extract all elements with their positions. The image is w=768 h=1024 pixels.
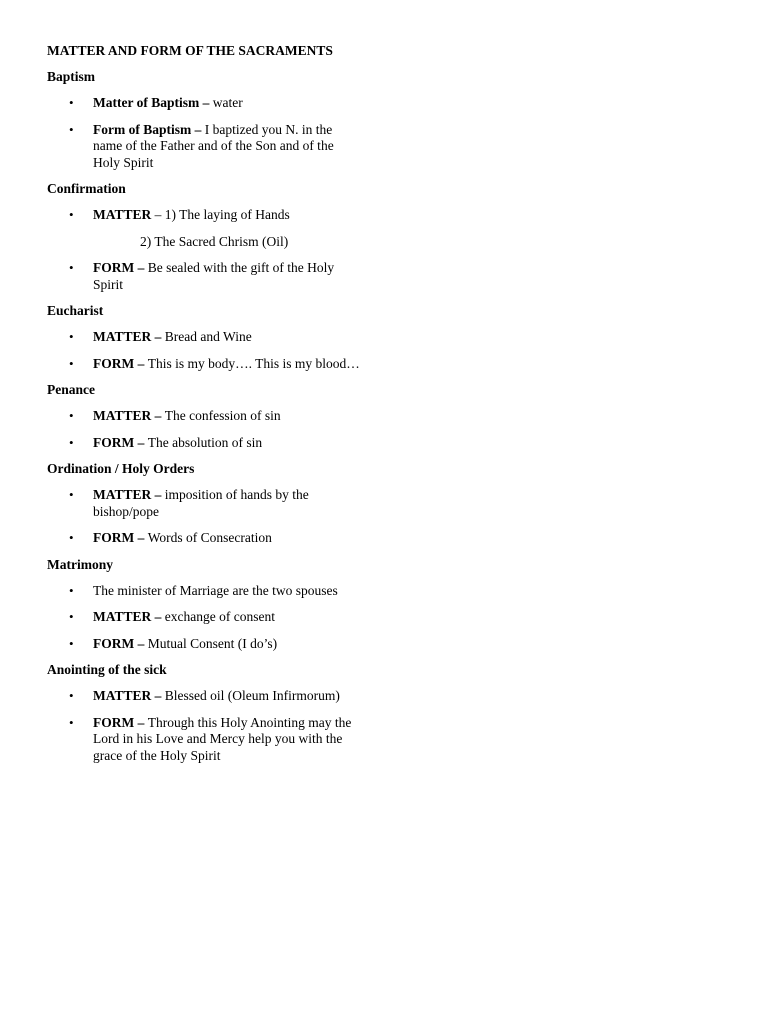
section-heading-anointing: Anointing of the sick [47, 662, 167, 677]
document-page [47, 43, 367, 774]
item-label: FORM – [93, 260, 148, 275]
item-text: Mutual Consent (I do’s) [147, 635, 278, 651]
list-item [47, 95, 363, 112]
list-item [47, 530, 363, 547]
item-label: Matter of Baptism – [93, 95, 213, 110]
bullet-icon: • [69, 355, 74, 371]
anointing-list [47, 688, 367, 764]
bullet-icon: • [69, 260, 74, 275]
item-text: The absolution of sin [147, 434, 263, 450]
bullet-icon: • [69, 714, 74, 730]
bullet-icon: • [69, 530, 74, 545]
confirmation-subline: 2) The Sacred Chrism (Oil) [140, 233, 289, 249]
bullet-icon: • [69, 207, 74, 222]
item-text: water [212, 95, 243, 110]
bullet-icon: • [69, 408, 74, 423]
bullet-icon: • [69, 434, 74, 450]
list-item [47, 408, 363, 425]
item-text: Be sealed with the gift of the Holy Spirit [93, 260, 335, 292]
matrimony-list [47, 583, 367, 653]
section-heading-penance: Penance [47, 382, 95, 397]
item-label: MATTER – [93, 688, 165, 703]
list-item [47, 207, 363, 224]
eucharist-list [47, 329, 367, 372]
item-label: FORM – [93, 530, 148, 545]
item-text: Words of Consecration [147, 530, 272, 545]
section-heading-holy-orders: Ordination / Holy Orders [47, 461, 195, 476]
list-item [47, 609, 363, 626]
bullet-icon: • [69, 688, 74, 703]
list-item [47, 715, 363, 765]
item-text: – 1) The laying of Hands [151, 207, 290, 222]
bullet-icon: • [69, 95, 74, 110]
list-item [47, 329, 363, 346]
list-item [47, 260, 363, 293]
item-text: Blessed oil (Oleum Infirmorum) [164, 688, 340, 703]
bullet-icon: • [69, 609, 74, 624]
confirmation-list [47, 207, 367, 224]
item-label: MATTER – [93, 408, 165, 423]
item-text: The confession of sin [164, 408, 281, 423]
list-item [47, 583, 363, 600]
item-text: This is my body…. This is my blood… [147, 355, 360, 371]
section-heading-matrimony: Matrimony [47, 556, 113, 572]
section-heading-baptism: Baptism [47, 69, 96, 84]
bullet-icon: • [69, 582, 74, 598]
item-label: MATTER – [93, 329, 165, 344]
baptism-list [47, 95, 367, 171]
section-heading-confirmation: Confirmation [47, 181, 126, 196]
confirmation-list-cont [47, 260, 367, 293]
holy-orders-list [47, 487, 367, 547]
penance-list [47, 408, 367, 451]
list-item [47, 122, 363, 172]
item-text: I baptized you N. in the name of the Father and of the Son and of the Holy Spirit [93, 121, 334, 170]
list-item [47, 636, 363, 653]
item-label: Form of Baptism – [93, 121, 205, 137]
bullet-icon: • [69, 487, 74, 502]
list-item [47, 487, 363, 520]
bullet-icon: • [69, 635, 74, 651]
item-text: Bread and Wine [164, 329, 252, 344]
item-text: Through this Holy Anointing may the Lord in his Love and Mercy help you with the grace of the Holy Spirit [93, 714, 352, 763]
list-item [47, 435, 363, 452]
list-item [47, 688, 363, 705]
item-text: The minister of Marriage are the two spouses [93, 582, 338, 598]
bullet-icon: • [69, 121, 74, 137]
item-text: exchange of consent [164, 609, 275, 624]
bullet-icon: • [69, 329, 74, 344]
item-label: FORM – [93, 434, 148, 450]
item-label: MATTER – [93, 487, 165, 502]
item-label: FORM – [93, 714, 148, 730]
item-text: imposition of hands by the bishop/pope [93, 487, 309, 519]
item-label: MATTER [93, 207, 152, 222]
item-label: FORM – [93, 355, 148, 371]
item-label: FORM – [93, 635, 148, 651]
item-label: MATTER – [93, 609, 165, 624]
section-heading-eucharist: Eucharist [47, 303, 104, 318]
document-title: MATTER AND FORM OF THE SACRAMENTS [47, 43, 333, 58]
list-item [47, 356, 363, 373]
